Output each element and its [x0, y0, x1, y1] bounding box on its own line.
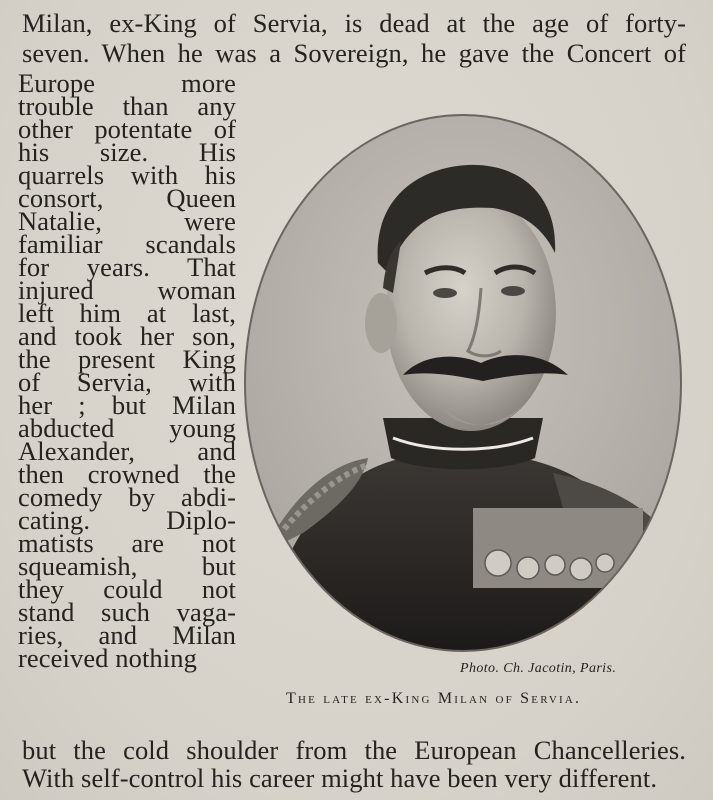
article-line: consort, Queen — [18, 183, 236, 213]
article-line: matists are not — [18, 528, 236, 558]
article-line: then crowned the — [18, 459, 236, 489]
article-line: cating. Diplo- — [18, 505, 236, 535]
article-line: injured woman — [18, 275, 236, 305]
article-line: his size. His — [18, 137, 236, 167]
portrait-oval — [243, 113, 683, 653]
article-line: trouble than any — [18, 91, 236, 121]
article-line: for years. That — [18, 252, 236, 282]
article-line: ries, and Milan — [18, 620, 236, 650]
article-line: squeamish, but — [18, 551, 236, 581]
article-line: Alexander, and — [18, 436, 236, 466]
article-line: abducted young — [18, 413, 236, 443]
article-line: received nothing — [18, 643, 197, 673]
portrait-caption: The late ex-King Milan of Servia. — [286, 690, 582, 707]
article-line: her ; but Milan — [18, 390, 236, 420]
article-line: Milan, ex-King of Servia, is dead at the age of forty- — [22, 8, 686, 38]
article-line: quarrels with his — [18, 160, 236, 190]
article-line: stand such vaga- — [18, 597, 236, 627]
article-line: familiar scandals — [18, 229, 236, 259]
article-line: other potentate of — [18, 114, 236, 144]
article-line: and took her son, — [18, 321, 236, 351]
article-line: the present King — [18, 344, 236, 374]
article-line: they could not — [18, 574, 236, 604]
article-line: comedy by abdi- — [18, 482, 236, 512]
article-line: seven. When he was a Sovereign, he gave the Concert of — [22, 38, 686, 68]
portrait-illustration — [243, 113, 683, 653]
article-line: left him at last, — [18, 298, 236, 328]
article-line: With self-control his career might have been very different. — [22, 763, 658, 793]
article-line: Europe more — [18, 68, 236, 98]
article-line: of Servia, with — [18, 367, 236, 397]
article-line: but the cold shoulder from the European Chancelleries. — [22, 735, 686, 765]
photo-credit: Photo. Ch. Jacotin, Paris. — [460, 661, 617, 676]
article-line: Natalie, were — [18, 206, 236, 236]
